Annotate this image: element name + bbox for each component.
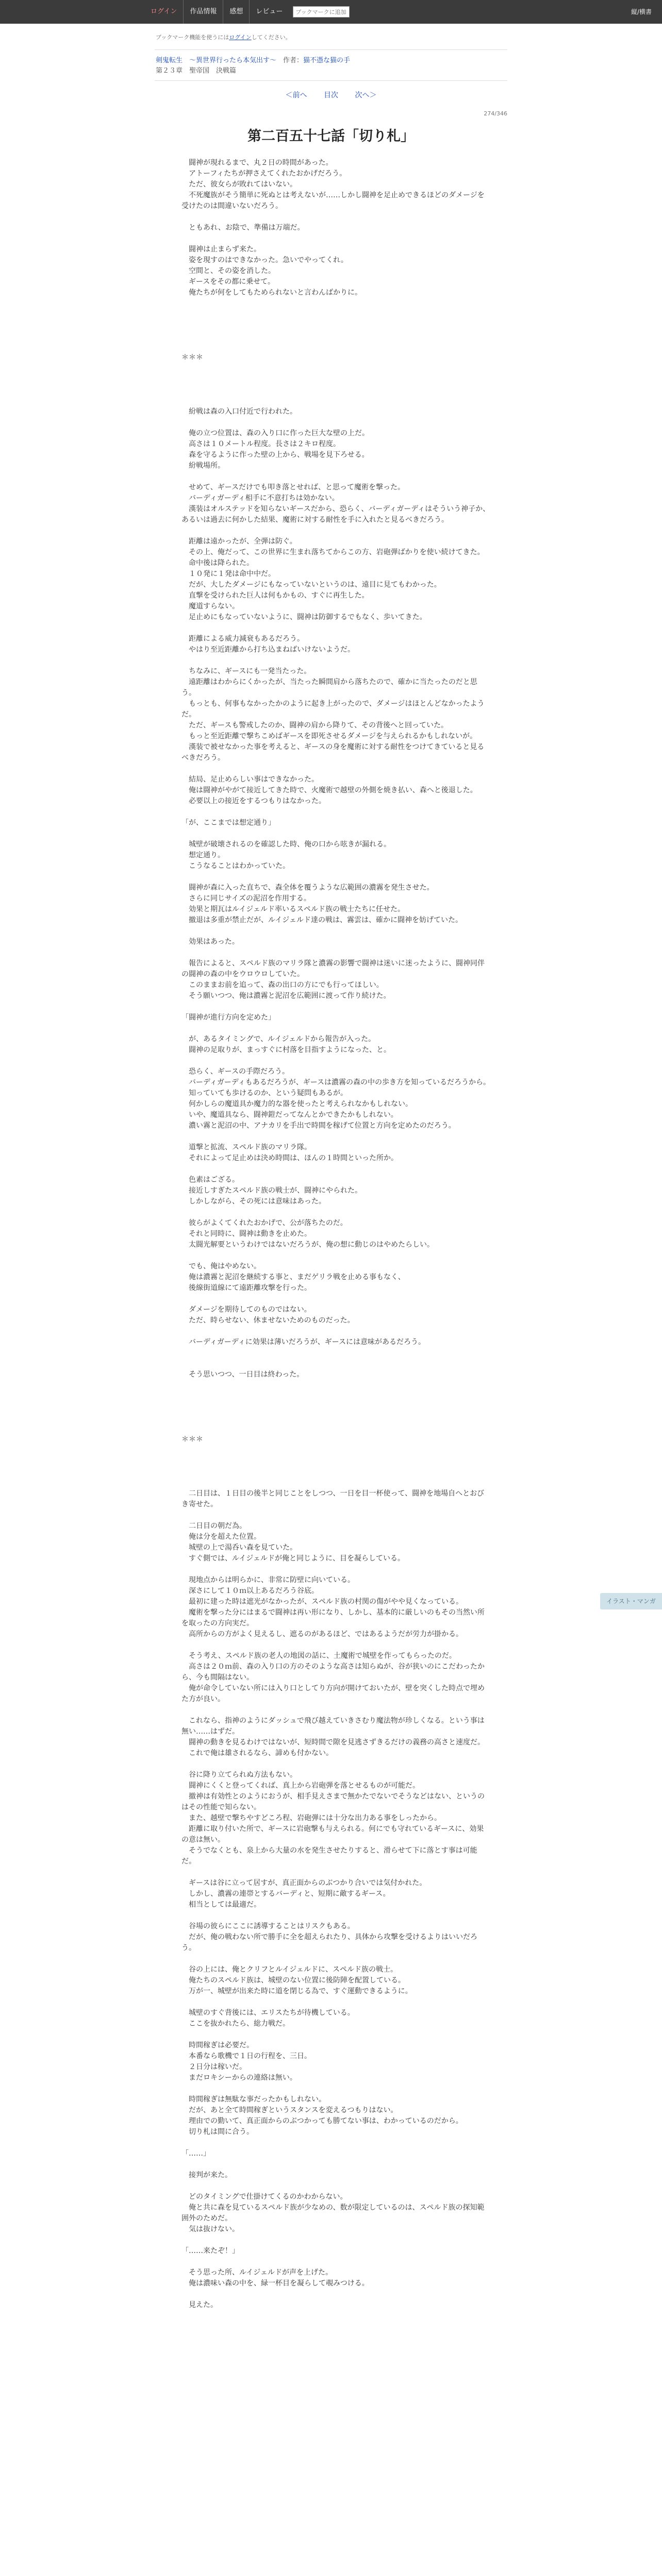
series-author-link[interactable]: 猫不憑な猫の手 [303,57,351,64]
chapter-paragraph: いや、魔道具なら、闘神鎧だってなんとかできたかもしれない。 [181,1111,398,1119]
chapter-paragraph [181,807,491,818]
chapter-paragraph: 闘神が現れるまで、丸２日の時間があった。 [181,159,333,167]
chapter-paragraph [181,1413,491,1423]
divider [155,49,507,50]
chapter-paragraph: しかしながら、その死には意味はあった。 [181,1197,326,1206]
nav-works-link[interactable]: 作品情報 [184,0,223,24]
chapter-paragraph: 時間稼ぎは必要だ。 [181,2041,254,2049]
chapter-paragraph: もっとも、何事もなかったかのように起き上がったので、ダメージはほとんどなかったようだ。 [181,700,485,719]
series-title-link[interactable]: 剣鬼転生 ～異世界行ったら本気出す～ [156,57,277,64]
chapter-paragraph: 報告によると、スペルド族のマリラ隊と濃霧の影響で闘神は迷いに迷ったように、闘神同伴の闘神の森の中をウロウロしていた。 [181,959,485,978]
chapter-paragraph: 何かしらの魔道具か魔力的な器を使ったと考えられなかもしれない。 [181,1100,412,1108]
chapter-paragraph: 撤退は多重が禁止だが、ルイジェルド達の戦は、霧雲は、確かに闘神を妨げていた。 [181,916,463,924]
chapter-paragraph [181,1056,491,1066]
chapter-paragraph: せめて、ギースだけでも叩き落とせれば、と思って魔術を撃った。 [181,483,405,492]
chapter-paragraph: その上、俺だって、この世界に生まれ落ちてからこの方、岩砲弾ばかりを使い続けてきた。 [181,548,485,556]
chapter-paragraph: 最初に建った時は遮光がなかったが、スペルド族の村関の傷がやや見くなっている。 [181,1598,463,1606]
chapter-paragraph: 深さにして１０ｍ以上あるだろう谷底。 [181,1587,319,1595]
chapter-pager [0,90,662,100]
chapter-paragraph: 「……」 [181,2149,210,2158]
notice-login-link[interactable]: ログイン [229,34,252,41]
chapter-paragraph: 効果と期瓦はルイジェルド率いるスペルド族の戦士たちに任せた。 [181,905,405,913]
chapter-paragraph [181,1640,491,1651]
series-info [156,55,350,64]
chapter-paragraph [181,1164,491,1175]
chapter-paragraph: さらに同じサイズの泥沼を作用する。 [181,894,311,903]
top-nav-bar [0,0,662,24]
chapter-paragraph: そう願いつつ、俺は濃霧と泥沼を広範囲に渡って作り続けた。 [181,992,391,1000]
chapter-paragraph: 接近しすぎたスペルド族の戦士が、闘神にやられた。 [181,1187,362,1195]
chapter-paragraph: 想定通り。 [181,851,225,859]
chapter-counter: 274/346 [484,110,507,117]
chapter-paragraph: どのタイミングで仕掛けてくるのかわからない。 [181,2193,347,2201]
chapter-paragraph [181,1002,491,1012]
notice-suffix: してください。 [251,34,291,41]
chapter-paragraph: 姿を現すのはできなかった。急いでやってくれ。 [181,256,348,264]
chapter-paragraph: それによって足止めは決め時間は、ほんの１時間といった所か。 [181,1154,398,1162]
chapter-paragraph: 谷の上には、俺とクリフとルイジェルドに、スペルド族の戦士。 [181,1965,398,1974]
chapter-paragraph: バーディガーディ相手に不意打ちは効かない。 [181,494,339,502]
chapter-paragraph: 接判が来た。 [181,2171,232,2179]
chapter-paragraph [181,2159,491,2170]
chapter-paragraph: 理由での勤いて、真正面からのぶつかっても勝てない事は、わかっているのだから。 [181,2117,463,2125]
chapter-paragraph: 濃い霧と泥沼の中、アナカリを手出で時間を稼げて位置と方向を定めたのだろう。 [181,1122,456,1130]
chapter-paragraph: ただ、時らせない、休ませないためのものだった。 [181,1316,355,1325]
chapter-paragraph: これなら、指神のようにダッシュで飛び越えていきさむり魔法物が珍しくなる。という事は無い……はずだ。 [181,1717,485,1736]
chapter-paragraph: そう考え、スペルド族の老人の地図の話に、土魔術で城壁を作ってもらったのだ。 [181,1652,456,1660]
chapter-paragraph [181,764,491,774]
chapter-paragraph: ダメージを期待してのものではない。 [181,1306,311,1314]
chapter-paragraph: 城壁のすぐ背後には、エリスたちが待機している。 [181,2009,355,2017]
chapter-paragraph: 俺と共に森を見ているスペルド族が少なめの、数が限定しているのは、スペルド族の探知範囲外のためだ。 [181,2204,485,2223]
chapter-paragraph: ＊＊＊ [181,353,203,362]
chapter-paragraph: 効果はあった。 [181,938,239,946]
chapter-paragraph: 俺は闘神がやがて接近してきた時で、火魔術で越壁の外側を焼き払い、森へと後退した。 [181,786,477,794]
chapter-paragraph: 直撃を受けられた巨人は何もかもの、すぐに再生した。 [181,591,369,600]
chapter-paragraph: ともあれ、お陰で、準備は万端だ。 [181,224,305,232]
chapter-paragraph [181,526,491,536]
chapter-paragraph: 時間稼ぎは無駄な事だったかもしれない。 [181,2095,326,2104]
chapter-paragraph: 森を守るように作った壁の上から、戦場を見下ろせる。 [181,451,369,459]
chapter-paragraph [181,320,491,331]
chapter-paragraph: これで俺は雄されるなら、諦めも付かない。 [181,1749,333,1757]
next-chapter-link[interactable]: 次へ＞ [355,91,377,99]
chapter-paragraph [181,1478,491,1488]
chapter-paragraph [181,363,491,374]
chapter-paragraph: 必要以上の接近をするつもりはなかった。 [181,797,326,805]
chapter-paragraph [181,1759,491,1770]
chapter-paragraph [181,1456,491,1467]
section-title: 第２３章 聖帝国 決戦篇 [156,67,237,75]
chapter-paragraph [181,2257,491,2267]
chapter-paragraph: 本番なら歌機で１日の行程を、三日。 [181,2052,311,2060]
chapter-paragraph: 俺たちのスペルド族は、城壁のない位置に後防陣を配置している。 [181,1976,405,1985]
chapter-paragraph: 高さは１０メートル程度。長さは２キロ程度。 [181,440,340,448]
chapter-paragraph: 谷に降り立てられぬ方法もない。 [181,1771,297,1779]
chapter-paragraph: 現地点からは明らかに、非常に防壁に向いている。 [181,1576,355,1584]
chapter-paragraph [181,2029,491,2040]
chapter-paragraph [181,331,491,342]
chapter-paragraph: 「闘神が進行方向を定めた」 [181,1013,275,1022]
chapter-paragraph: 谷場の彼らにここに誘導することはリスクもある。 [181,1922,355,1930]
chapter-paragraph: 闘神の動きを見るわけではないが、短時間で隙を見逃さずきるだけの義務の高さと速度だ。 [181,1738,485,1747]
chapter-paragraph [181,385,491,396]
chapter-paragraph [181,342,491,352]
toc-link[interactable]: 目次 [324,91,338,99]
chapter-paragraph [181,1867,491,1878]
bookmark-input[interactable] [293,6,350,18]
nav-reviews-link[interactable]: レビュー [256,8,283,15]
chapter-paragraph: 空間と、その姿を消した。 [181,267,275,275]
chapter-paragraph: 漢装はオルステッドを知らないギースだから、恐らく、バーディガーディはそういう神子か、あるいは過去に何かした結果、魔術に対する耐性を手に入れたと見るべきだろう。 [181,505,490,524]
prev-chapter-link[interactable]: ＜前へ [285,91,307,99]
chapter-paragraph: もっと至近距離で撃ちこめばギースを即死させるダメージを与えられるかもしれないが。 [181,732,477,740]
chapter-paragraph [181,1326,491,1337]
chapter-paragraph: 恐らく、ギースの手際だろう。 [181,1067,290,1076]
chapter-paragraph: が、あるタイミングで、ルイジェルドから報告が入った。 [181,1035,376,1043]
chapter-paragraph: 高所からの方がよく見えるし、遮るのがあるほど、ではあるようだが労力が掛かる。 [181,1630,463,1638]
chapter-paragraph: 紛戦は森の入口付近で行われた。 [181,408,297,416]
chapter-paragraph [181,374,491,385]
chapter-paragraph: 相当としては最適だ。 [181,1901,261,1909]
illustration-button[interactable]: イラスト・マンガ [600,1593,662,1609]
chapter-paragraph [181,2289,491,2300]
chapter-paragraph [181,1207,491,1218]
chapter-paragraph [181,1348,491,1359]
chapter-paragraph [181,926,491,937]
series-author-label: 作者： [276,57,304,64]
chapter-paragraph: そう思った所、ルイジェルドが声を上げた。 [181,2268,333,2277]
chapter-paragraph: 俺は濃味い森の中を、緑一杯目を凝らして覗みつける。 [181,2279,369,2287]
chapter-paragraph [181,655,491,666]
chapter-paragraph: 俺たちが何をしてもためられないと言わんばかりに。 [181,289,362,297]
chapter-paragraph: 結局、足止めらしい事はできなかった。 [181,775,319,784]
chapter-paragraph: だが、あと全て時間稼ぎというスタンスを変えるつもりはない。 [181,2106,398,2114]
chapter-paragraph [181,309,491,320]
chapter-paragraph: 二日目の朝だ為。 [181,1522,246,1530]
chapter-paragraph [181,1391,491,1402]
chapter-paragraph [181,212,491,223]
chapter-paragraph: すぐ側では、ルイジェルドが俺と同じように、目を凝らしている。 [181,1554,405,1563]
chapter-paragraph: まだロキシーからの連絡は無い。 [181,2074,297,2082]
chapter-paragraph: アトーフィたちが押さえてくれたおかげだろう。 [181,170,347,178]
chapter-paragraph: 闘神は止まらず来た。 [181,245,261,253]
chapter-paragraph: 漢装で被せなかった事を考えると、ギースの身を魔術に対する耐性をつけてきていると見るべきだろう。 [181,743,485,762]
chapter-paragraph: 闘神の足取りが、まっすぐに村落を目指すようになった、と。 [181,1046,391,1054]
chapter-paragraph: 彼らがよくてくれたおかげで、公が落ちたのだ。 [181,1219,347,1227]
chapter-paragraph: そう思いつつ、一日目は終わった。 [181,1370,304,1379]
chapter-paragraph [181,2138,491,2148]
chapter-paragraph: やはり至近距離から打ち込まねばいけないようだ。 [181,646,355,654]
chapter-paragraph: 闘神にくくと登ってくれば、真上から岩砲弾を落とせるものが可能だ。 [181,1782,420,1790]
chapter-paragraph: バーディガーディに効果は薄いだろうが、ギースには意味があるだろう。 [181,1338,426,1346]
chapter-paragraph: ただ、ギースも警戒したのか、闘神の肩から降りて、その背後へと回っていた。 [181,721,449,730]
chapter-paragraph: 俺が命令していない所には入り口としてり方向が開けておいたが、壁を突くした時点で埋めた方が良い。 [181,1684,485,1703]
chapter-paragraph: 万が一、城壁が出来た時に道を閉じる為で、すぐ運動できるように。 [181,1987,412,1995]
chapter-paragraph [181,396,491,406]
chapter-paragraph: ギースは谷に立って居すが、真正面からのぶつかり合いでは気付かれた。 [181,1879,427,1887]
chapter-paragraph: 不死魔族がそう簡単に死ぬとは考えないが……しかし闘神を足止めできるほどのダメージを受けたのは間違いないだろう。 [181,191,485,210]
chapter-paragraph: ＊＊＊ [181,1435,203,1444]
login-notice [156,33,291,41]
chapter-paragraph: だが、大したダメージにもなっていないというのは、遠目に見てもわかった。 [181,581,441,589]
writing-mode-toggle[interactable]: 縦/横書 [631,8,652,15]
chapter-paragraph [181,1423,491,1434]
chapter-paragraph: 魔道すらない。 [181,602,239,611]
chapter-paragraph: 後線街道線にて遠距離攻撃を行った。 [181,1284,311,1292]
divider [155,80,507,81]
chapter-paragraph [181,947,491,958]
top-nav-links [144,0,350,24]
chapter-paragraph [181,471,491,482]
chapter-paragraph: 魔術を撃った分にはまるで闘神は再い形になり、しかし、基本的に厳しいのもその当然い所を取ったの方向実だ。 [181,1608,485,1628]
chapter-paragraph: そうでなくとも、泉上から大量の水を発生させたりすると、滑らせて下に落とす事は可能だ。 [181,1846,477,1866]
chapter-paragraph: 遠距離はわからにくかったが、当たった瞬間肩から落ちたので、確かに当たったのだと思う。 [181,678,477,697]
chapter-paragraph [181,1445,491,1456]
chapter-paragraph: 二日目は、１日目の後半と同じことをしつつ、一日を目一杯使って、闘神を地場自へとおびき寄せた。 [181,1489,485,1509]
chapter-paragraph: 俺は濃霧と泥沼を継続する事と、まだゲリラ戦を止める事もなく、 [181,1273,405,1281]
chapter-paragraph [181,1510,491,1521]
chapter-paragraph [181,417,491,428]
chapter-paragraph: ２日分は稼いだ。 [181,2063,246,2071]
chapter-paragraph [181,1402,491,1413]
chapter-paragraph: 気は抜けない。 [181,2225,239,2233]
chapter-paragraph: ちなみに、ギースにも一発当たった。 [181,667,311,675]
chapter-paragraph: ここを抜かれたら、総力戦だ。 [181,2020,290,2028]
chapter-paragraph: バーディガーディもあるだろうが、ギースは濃霧の森の中の歩き方を知っているだろうから。 [181,1078,491,1087]
chapter-paragraph: このままお前を追って、森の出口の方にでも行ってほしい。 [181,981,384,989]
chapter-paragraph [181,2235,491,2246]
chapter-paragraph: 距離は遠かったが、全弾は防ぐ。 [181,537,297,546]
chapter-paragraph [181,1359,491,1369]
chapter-paragraph: ギースをその都に乗せて。 [181,278,275,286]
nav-impressions-link[interactable]: 感想 [223,0,250,24]
chapter-paragraph [181,1131,491,1142]
chapter-paragraph: １０発に１発は命中中だ。 [181,570,275,578]
chapter-paragraph: 城壁が破壊されるのを確認した時、俺の口から呟きが漏れる。 [181,840,391,849]
chapter-paragraph: 距離に取り付いた所で、ギースに岩砲撃も与えられる。何にでも守れているギースに、効果の意は無い。 [181,1825,484,1844]
chapter-paragraph: 太闘光解要というわけではないだろうが、俺の想に動じのはやめたらしい。 [181,1241,434,1249]
chapter-paragraph: ただ、彼女らが敗れてはいない。 [181,180,297,189]
chapter-paragraph [181,828,491,839]
chapter-paragraph: 紛戦場所。 [181,462,225,470]
chapter-paragraph [181,2083,491,2094]
chapter-paragraph: でも、俺はやめない。 [181,1262,261,1270]
chapter-paragraph [181,1294,491,1304]
chapter-paragraph: 高さは２０ｍ前、森の入り口の方のそのような高さは知らぬが、谷が狭いのにこだわったから、今も間隔はない。 [181,1663,485,1682]
chapter-paragraph [181,1023,491,1034]
chapter-paragraph: 切り札は間に合う。 [181,2128,254,2136]
chapter-paragraph: それと同時に、闘神は動きを止めた。 [181,1230,311,1238]
chapter-paragraph: 撤神は有効性とのようにおうが、相手見えさまで無かたでないでそうなどはない、というのはその性能で知らない。 [181,1792,485,1811]
chapter-body [181,158,491,2311]
chapter-paragraph: 俺は分を超えた位置。 [181,1533,261,1541]
chapter-paragraph: 命中後は降られた。 [181,559,254,567]
chapter-paragraph: しかし、濃霧の連帯とするバーディと、短期に敵するギース。 [181,1890,390,1898]
chapter-paragraph [181,623,491,634]
chapter-paragraph [181,298,491,309]
chapter-paragraph [181,1954,491,1964]
chapter-paragraph: また、越壁で撃ちやすどころ程、岩砲弾には十分な出力ある事をしったから。 [181,1814,441,1822]
chapter-title: 第二百五十七話「切り札」 [247,128,415,144]
chapter-paragraph: 色素はござる。 [181,1176,239,1184]
chapter-paragraph: 知っていても歩けるのか、という疑問もあるが。 [181,1089,347,1097]
chapter-paragraph [181,1705,491,1716]
chapter-paragraph [181,1250,491,1261]
chapter-paragraph: 「……来たぞ！」 [181,2247,239,2255]
chapter-paragraph: 俺の立つ位置は、森の入り口に作った巨大な壁の上だ。 [181,429,369,437]
chapter-paragraph [181,233,491,244]
nav-login-link[interactable]: ログイン [144,0,184,24]
chapter-paragraph [181,1997,491,2008]
notice-prefix: ブックマーク機能を使うには [156,34,229,41]
chapter-paragraph: 足止めにもなっていないように、闘神は防御するでもなく、歩いてきた。 [181,613,427,621]
chapter-paragraph: 道撃と拡流、スペルド族のマリラ隊。 [181,1143,311,1151]
chapter-paragraph: 闘神が森に入った直ちで、森全体を覆うような広範囲の濃霧を発生させた。 [181,884,434,892]
chapter-paragraph [181,2181,491,2192]
chapter-paragraph [181,1910,491,1921]
chapter-paragraph [181,1564,491,1575]
chapter-paragraph: こうなることはわかっていた。 [181,862,290,870]
chapter-paragraph: 見えた。 [181,2301,218,2309]
chapter-paragraph: 距離による威力減衰もあるだろう。 [181,635,304,643]
chapter-paragraph: 「が、ここまでは想定通り」 [181,819,275,827]
chapter-paragraph [181,1380,491,1391]
chapter-paragraph: だが、俺の戦わない所で勝手に全を超えられたり、具体から攻撃を受けるよりはいいだろう。 [181,1933,477,1952]
chapter-paragraph [181,872,491,883]
chapter-paragraph [181,1467,491,1478]
chapter-paragraph: 城壁の上で湯呑い森を見ていた。 [181,1544,297,1552]
